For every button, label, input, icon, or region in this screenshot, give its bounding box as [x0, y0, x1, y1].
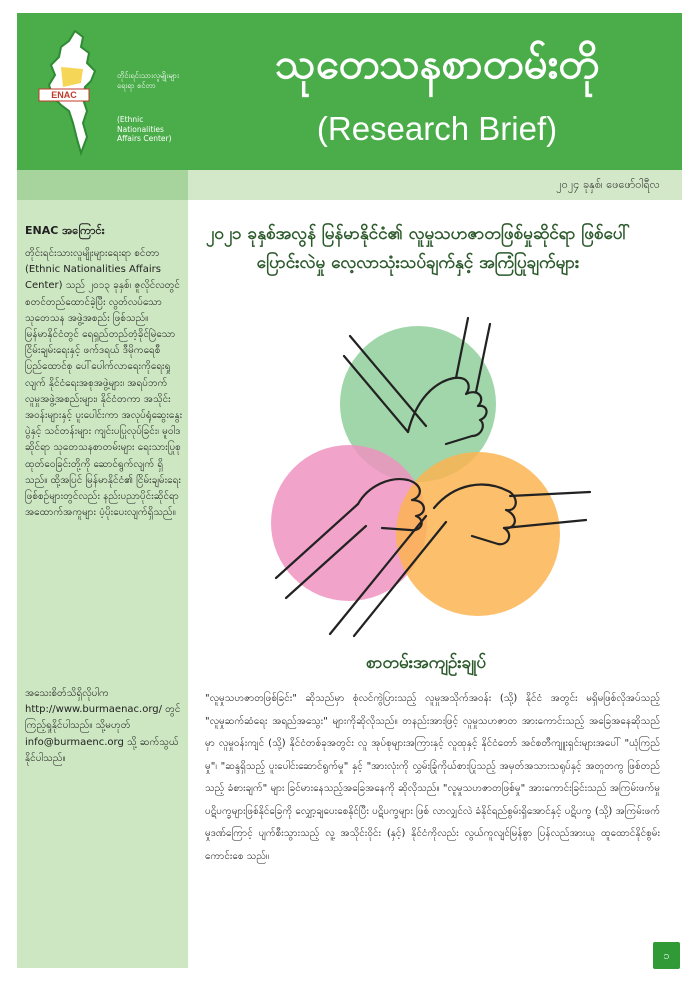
date-band	[17, 170, 682, 200]
publication-date: ၂၀၂၄ ခုနှစ်၊ ဖေဖော်ဝါရီလ	[556, 178, 660, 191]
sidebar-about-text: တိုင်းရင်းသားလူမျိုးများရေးရာ စင်တာ (Ethnic Nationalities Affairs Center) သည် ၂၀၁၃ ခုနှစ်၊ ဇူလိုင်လတွင် စတင်တည်ထောင်ခဲ့ပြီး လွတ်လပ်သော သုတေသန အဖွဲ့အစည်း ဖြစ်သည်။ မြန်မာနိုင်ငံတွင် ရေရှည်တည်တံ့ခိုင်မြဲသော ငြိမ်းချမ်းရေးနှင့် ဖက်ဒရယ် ဒီမိုကရေစီ ပြည်ထောင်စု ပေါ်ပေါက်လာရေးကိုရေးရှုလျက် နိုင်ငံရေးအစုအဖွဲ့များ၊ အရပ်ဘက် လူမှုအဖွဲ့အစည်းများ၊ နိုင်ငံတကာ အသိုင်းအဝန်းများနှင့် ပူးပေါင်းကာ အလုပ်ရုံဆွေးနွေးပွဲနှင့် သင်တန်းများ ကျင်းပပြုလုပ်ခြင်း၊ မူဝါဒဆိုင်ရာ သုတေသနစာတမ်းများ ရေးသားပြုစု ထုတ်ဝေခြင်းတို့ကို ဆောင်ရွက်လျက် ရှိသည်။ ထို့အပြင် မြန်မာနိုင်ငံ၏ ငြိမ်းချမ်းရေးဖြစ်စဉ်များတွင်လည်း နည်းပညာပိုင်းဆိုင်ရာ အထောက်အကူများ ပံ့ပိုးပေးလျက်ရှိသည်။	[25, 248, 183, 519]
abstract-heading: စာတမ်းအကျဉ်းချုပ်	[365, 653, 487, 673]
hands-circles-illustration	[258, 308, 608, 638]
brief-title: သုတေသနစာတမ်းတို	[275, 39, 599, 88]
article-title: ၂၀၂၁ ခုနှစ်အလွန် မြန်မာနိုင်ငံ၏ လူမှုသဟဇာတဖြစ်မှုဆိုင်ရာ ဖြစ်ပေါ်ပြောင်းလဲမှု လေ့လာသုံးသပ်ချက်နှင့် အကြံပြုချက်များ	[205, 224, 631, 273]
myanmar-map-icon	[31, 27, 117, 157]
header-banner	[17, 13, 682, 170]
sidebar-heading: ENAC အကြောင်း	[25, 224, 105, 237]
page-number: ၁	[653, 942, 680, 969]
org-name-myanmar: တိုင်းရင်းသားလူမျိုးများရေးရာ စင်တာ	[117, 71, 179, 90]
org-name-english: (Ethnic Nationalities Affairs Center)	[117, 115, 172, 143]
sidebar	[17, 200, 188, 968]
brief-subtitle: (Research Brief)	[316, 110, 558, 147]
svg-text:ENAC: ENAC	[51, 90, 77, 100]
abstract-body: "လူမှုသဟဇာတဖြစ်ခြင်း" ဆိုသည်မှာ စုံလင်ကွဲပြားသည့် လူမှုအသိုက်အဝန်း (သို့) နိုင်ငံ အတွင်း မရှိမဖြစ်လိုအပ်သည့် "လူမှုဆက်ဆံရေး အရည်အသွေး" များကိုဆိုလိုသည်။ တနည်းအားဖြင့် လူမှုသဟဇာတ အားကောင်းသည့် အခြေအနေဆိုသည်မှာ လူမှုဝန်းကျင် (သို့) နိုင်ငံတစ်ခုအတွင်း လူ အုပ်စုများအကြားနှင့် လူထုနှင့် နိုင်ငံတော် အင်စတီကျူးရှင်းများအပေါ် "ယုံကြည်မှု"၊ "ဆန္ဒရှိသည့် ပူးပေါင်းဆောင်ရွက်မှု" နှင့် "အားလုံးကို လွှမ်းခြုံကိုယ်စားပြုသည့် အမှတ်အသားသရုပ်နှင့် အတူတကွ ဖြစ်တည်သည့် ခံစားချက်" များ ခြင်မားနေသည့်အခြေအနေကို ဆိုလိုသည်။ "လူမှုသဟဇာတဖြစ်မှု" အားကောင်းခြင်းသည် အကြမ်းဖက်မှု ပဋိပက္ခများဖြစ်နိုင်ခြေကို လျှော့ချပေးစေနိုင်ပြီး ပဋိပက္ခများ ဖြစ် လာလျှင်လဲ ခံနိုင်ရည်စွမ်းရှိအောင်နှင့် ပဋိပက္ခ (သို့) အကြမ်းဖက်မှုဒဏ်ကြောင့် ပျက်စီးသွားသည့် လူ့ အသိုင်းဝိုင်း (နှင့်) နိုင်ငံကိုလည်း လွယ်ကူလျင်မြန်စွာ ပြန်လည်အားယူ ထူထောင်နိုင်စွမ်း ကောင်းစေ သည်။	[205, 693, 660, 862]
date-band-left	[17, 170, 188, 200]
enac-logo	[31, 27, 179, 157]
orange-circle	[396, 452, 560, 616]
sidebar-contact-text: အသေးစိတ်သိရှိလိုပါက http://www.burmaenac.org/ တွင် ကြည့်ရှုနိုင်ပါသည်။ သို့မဟုတ် info@burmaenc.org သို့ ဆက်သွယ်နိုင်ပါသည်။	[25, 688, 181, 764]
